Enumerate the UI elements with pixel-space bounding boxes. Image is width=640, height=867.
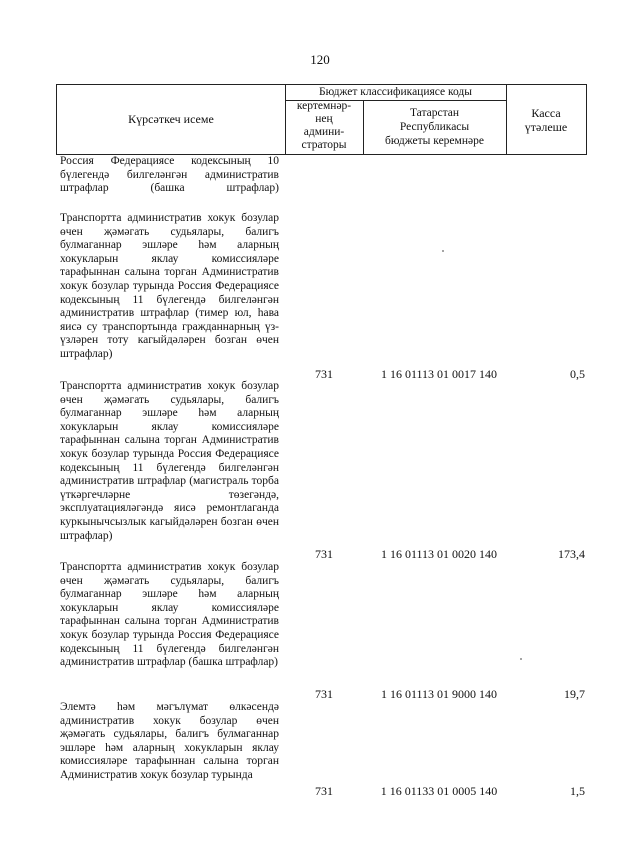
header-rt-budget-revenues xyxy=(363,100,507,154)
header-administrators xyxy=(285,100,364,154)
row-budget-code: 1 16 01113 01 0017 140 xyxy=(380,367,498,381)
row-admin-code: 731 xyxy=(315,367,333,381)
row-budget-code: 1 16 01113 01 9000 140 xyxy=(380,687,498,701)
table-header xyxy=(56,84,587,155)
row-indicator-name: Транспортта административ хокук бозулар өчен җәмәгать судьялары, балигъ булмаганнар эшләре һәм аларның хокукларын яклау комиссияләре тарафыннан салына торган Административ хокук бозулар турында Россия Федерациясе кодексының 11 бүлегендә билгеләнгән административ штрафлар (башка штрафлар) xyxy=(60,561,279,669)
header-cash-execution xyxy=(506,85,586,154)
scan-speck xyxy=(442,250,444,252)
row-cash-value: 19,7 xyxy=(564,687,585,701)
header-indicator-name: Күрсәткеч исеме xyxy=(57,85,286,154)
row-indicator-name: Россия Федерациясе кодексының 10 бүлегендә билгеләнгән административ штрафлар (башка штрафлар) xyxy=(60,155,279,195)
row-cash-value: 0,5 xyxy=(570,367,585,381)
header-rt-budget-revenues-text: Татарстан Республикасы бюджеты керемнәре xyxy=(385,107,484,147)
row-cash-value: 1,5 xyxy=(570,784,585,798)
header-cash-execution-text: Касса үтәлеше xyxy=(524,105,568,134)
scan-speck xyxy=(520,658,522,660)
row-admin-code: 731 xyxy=(315,784,333,798)
page-number: 120 xyxy=(310,52,330,67)
header-budget-classification: Бюджет классификациясе коды xyxy=(285,85,507,101)
row-indicator-name: Транспортта административ хокук бозулар өчен җәмәгать судьялары, балигъ булмаганнар эшләре һәм аларның хокукларын яклау комиссияләре тарафыннан салына торган Административ хокук бозулар турында Россия Федерациясе кодексының 11 бүлегендә билгеләнгән административ штрафлар (магистраль торба үткәргечләрне төзегәндә, эксплуатацияләгәндә яисә ремонтлаганда куркынычсызлык кагыйдәләрен бозган өчен штрафлар) xyxy=(60,380,279,542)
row-cash-value: 173,4 xyxy=(558,547,585,561)
row-admin-code: 731 xyxy=(315,547,333,561)
row-indicator-name: Транспортта административ хокук бозулар өчен җәмәгать судьялары, балигъ булмаганнар эшләре һәм аларның хокукларын яклау комиссияләре тарафыннан салына торган Административ хокук бозулар турында Россия Федерациясе кодексының 11 бүлегендә билгеләнгән административ штрафлар (тимер юл, һава яисә су транспортында гражданнарның үз-үзләрен тоту кагыйдәләрен бозган өчен штрафлар) xyxy=(60,212,279,360)
row-budget-code: 1 16 01133 01 0005 140 xyxy=(380,784,498,798)
row-admin-code: 731 xyxy=(315,687,333,701)
header-administrators-text: кертемнәр- нең админи- страторы xyxy=(296,100,352,151)
row-indicator-name: Элемтә һәм мәгълүмат өлкәсендә административ хокук бозулар өчен җәмәгать судьялары, балигъ булмаганнар эшләре һәм аларның хокукларын яклау комиссияләре тарафыннан салына торган Административ хокук бозулар турында xyxy=(60,701,279,781)
row-budget-code: 1 16 01113 01 0020 140 xyxy=(380,547,498,561)
